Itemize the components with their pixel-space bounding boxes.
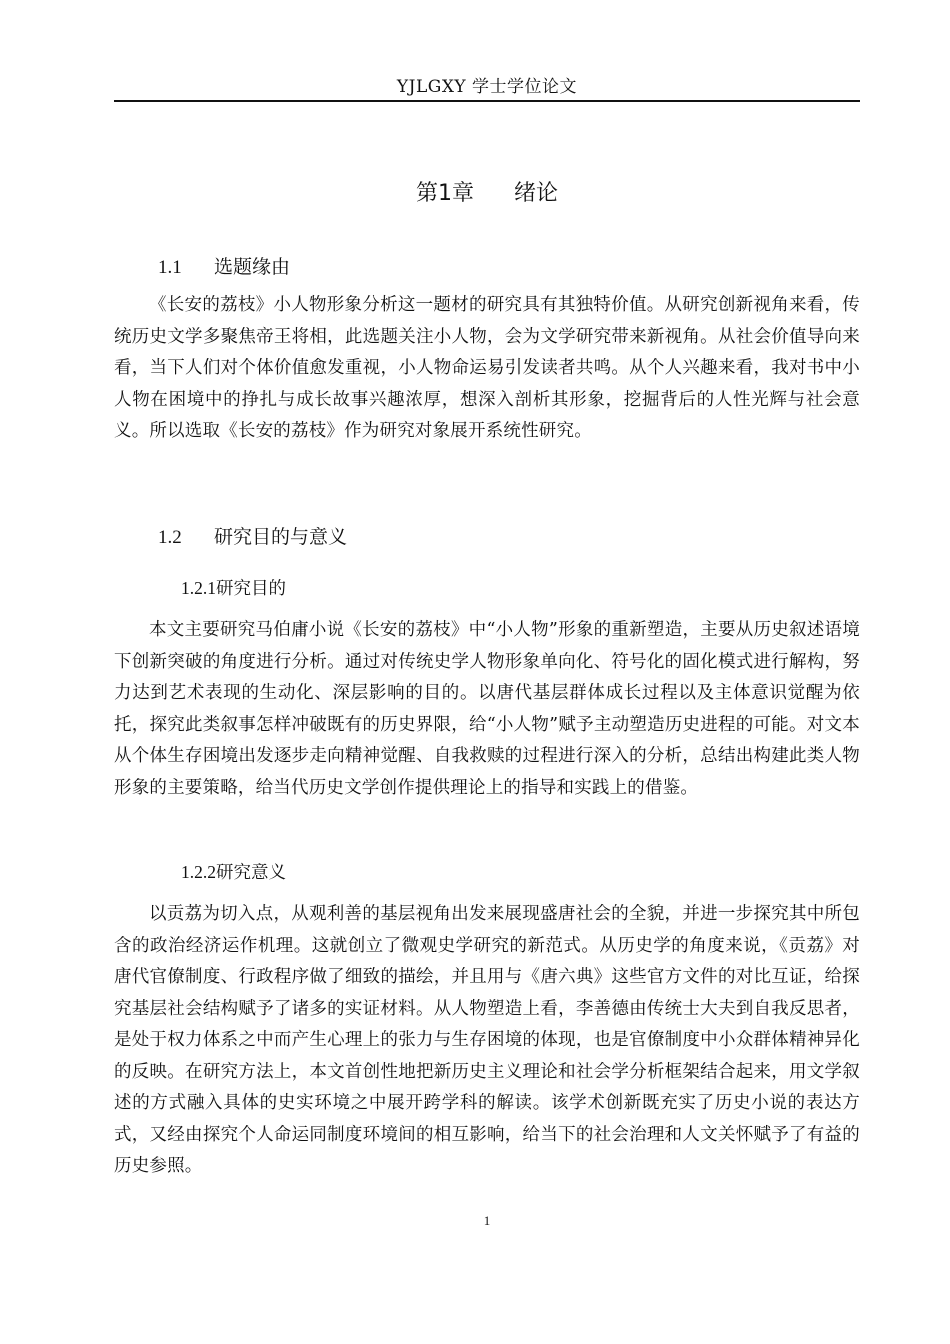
section-number: 1.2 [158, 527, 182, 548]
section-title: 研究目的与意义 [214, 526, 348, 548]
section-heading-1-2 [158, 523, 347, 552]
section-1-1-paragraph: 《长安的荔枝》小人物形象分析这一题材的研究具有其独特价值。从研究创新视角来看，传统历史文学多聚焦帝王将相，此选题关注小人物，会为文学研究带来新视角。从社会价值导向来看，当下人们对个体价值愈发重视，小人物命运易引发读者共鸣。从个人兴趣来看，我对书中小人物在困境中的挣扎与成长故事兴趣浓厚，想深入剖析其形象，挖掘背后的人性光辉与社会意义。所以选取《长安的荔枝》作为研究对象展开系统性研究。 [114, 295, 860, 441]
subsection-heading-1-2-2 [181, 859, 286, 886]
section-number: 1.1 [158, 257, 182, 278]
header-rule [114, 100, 860, 102]
subsection-1-2-1-paragraph: 本文主要研究马伯庸小说《长安的荔枝》中“小人物”形象的重新塑造，主要从历史叙述语境下创新突破的角度进行分析。通过对传统史学人物形象单向化、符号化的固化模式进行解构，努力达到艺术表现的生动化、深层影响的目的。以唐代基层群体成长过程以及主体意识觉醒为依托，探究此类叙事怎样冲破既有的历史界限，给“小人物”赋予主动塑造历史进程的可能。对文本从个体生存困境出发逐步走向精神觉醒、自我救赎的过程进行深入的分析，总结出构建此类人物形象的主要策略，给当代历史文学创作提供理论上的指导和实践上的借鉴。 [114, 620, 860, 798]
page-number: 1 [483, 1213, 491, 1228]
subsection-1-2-2-paragraph: 以贡荔为切入点，从观利善的基层视角出发来展现盛唐社会的全貌，并进一步探究其中所包含的政治经济运作机理。这就创立了微观史学研究的新范式。从历史学的角度来说，《贡荔》对唐代官僚制度、行政程序做了细致的描绘，并且用与《唐六典》这些官方文件的对比互证，给探究基层社会结构赋予了诸多的实证材料。从人物塑造上看，李善德由传统士大夫到自我反思者，是处于权力体系之中而产生心理上的张力与生存困境的体现，也是官僚制度中小众群体精神异化的反映。在研究方法上，本文首创性地把新历史主义理论和社会学分析框架结合起来，用文学叙述的方式融入具体的史实环境之中展开跨学科的解读。该学术创新既充实了历史小说的表达方式，又经由探究个人命运同制度环境间的相互影响，给当下的社会治理和人文关怀赋予了有益的历史参照。 [114, 904, 860, 1176]
subsection-heading-1-2-1 [181, 575, 286, 602]
section-heading-1-1 [158, 253, 290, 282]
chapter-name: 绪论 [513, 181, 558, 206]
page-header-title: YJLGXY 学士学位论文 [396, 77, 578, 97]
subsection-number: 1.2.1 [181, 578, 216, 598]
chapter-title [114, 178, 860, 210]
section-title: 选题缘由 [214, 256, 291, 278]
subsection-title: 研究意义 [216, 863, 286, 883]
subsection-number: 1.2.2 [181, 862, 216, 882]
subsection-title: 研究目的 [216, 579, 286, 599]
chapter-number: 第1章 [415, 181, 474, 206]
